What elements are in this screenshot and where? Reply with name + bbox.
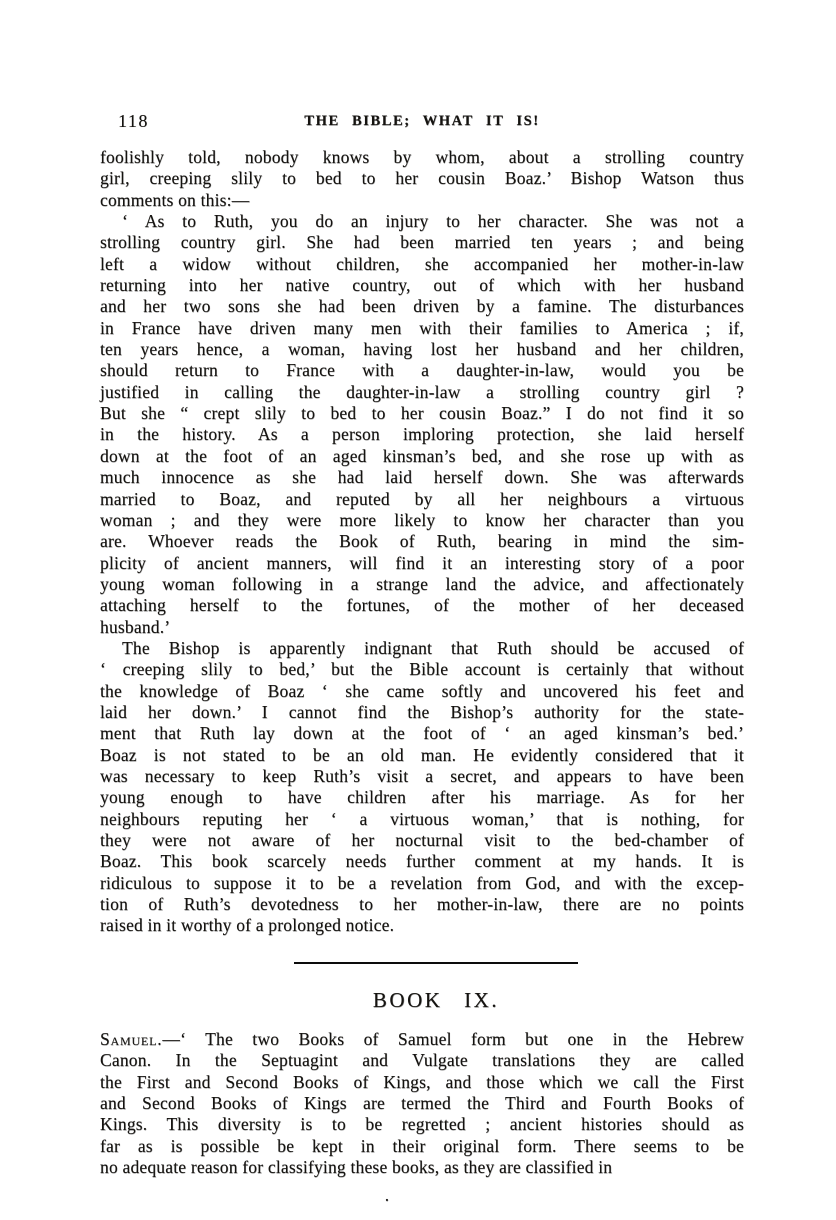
text-line: raised in it worthy of a prolonged notice.	[100, 915, 395, 936]
text-line: ment that Ruth lay down at the foot of ‘ an aged kinsman’s bed.’	[100, 723, 744, 744]
text-line: husband.’	[100, 616, 171, 637]
text-line: girl, creeping slily to bed to her cousin Boaz.’ Bishop Watson thus	[100, 168, 744, 189]
text-line: the knowledge of Boaz ‘ she came softly and uncovered his feet and	[100, 680, 744, 701]
text-line: and Second Books of Kings are termed the Third and Fourth Books of	[100, 1093, 744, 1114]
center-dot: .	[384, 1185, 390, 1206]
text-line: neighbours reputing her ‘ a virtuous woman,’ that is nothing, for	[100, 808, 744, 829]
text-line: far as is possible be kept in their original form. There seems to be	[100, 1135, 744, 1156]
text-line: no adequate reason for classifying these books, as they are classified in	[100, 1157, 613, 1178]
text-line: are. Whoever reads the Book of Ruth, bearing in mind the sim-	[100, 531, 744, 552]
text-line: ten years hence, a woman, having lost her husband and her children,	[100, 339, 744, 360]
text-line: tion of Ruth’s devotedness to her mother-in-law, there are no points	[100, 894, 744, 915]
text-line: justified in calling the daughter-in-law a strolling country girl ?	[100, 381, 744, 402]
text-line: down at the foot of an aged kinsman’s bed, and she rose up with as	[100, 445, 744, 466]
text-line: was necessary to keep Ruth’s visit a secret, and appears to have been	[100, 765, 744, 786]
text-line: Kings. This diversity is to be regretted ; ancient histories should as	[100, 1114, 744, 1135]
page-number: 118	[118, 111, 149, 131]
text-line: laid her down.’ I cannot find the Bishop’s authority for the state-	[100, 701, 744, 722]
text-line: they were not aware of her nocturnal visit to the bed-chamber of	[100, 830, 744, 850]
paragraph	[100, 147, 744, 211]
text-line: should return to France with a daughter-in-law, would you be	[100, 360, 744, 381]
text-line: returning into her native country, out of which with her husband	[100, 275, 744, 296]
text-line: But she “ crept slily to bed to her cousin Boaz.” I do not find it so	[100, 403, 744, 424]
section-heading: BOOK IX.	[372, 987, 500, 1012]
paragraph	[100, 1029, 744, 1178]
text-line: left a widow without children, she accompanied her mother-in-law	[100, 253, 744, 274]
text-line: the First and Second Books of Kings, and those which we call the First	[100, 1071, 744, 1092]
smallcaps-lead: Samuel.	[100, 1029, 163, 1050]
paragraph	[100, 638, 744, 937]
text-line: much innocence as she had laid herself down. She was afterwards	[100, 467, 744, 488]
text-line: young woman following in a strange land the advice, and affectionately	[100, 573, 744, 594]
page-header	[100, 111, 744, 135]
text-line: in France have driven many men with their families to America ; if,	[100, 317, 744, 338]
text-line: Boaz. This book scarcely needs further comment at my hands. It is	[100, 851, 744, 872]
text-line: Canon. In the Septuagint and Vulgate translations they are called	[100, 1050, 744, 1071]
text-line: and her two sons she had been driven by a famine. The disturbances	[100, 296, 744, 317]
text-line: comments on this:—	[100, 189, 250, 210]
text-line: attaching herself to the fortunes, of the mother of her deceased	[100, 595, 744, 616]
text-line: ‘ creeping slily to bed,’ but the Bible account is certainly that without	[100, 659, 744, 680]
page-body	[100, 147, 744, 1207]
text-line: young enough to have children after his marriage. As for her	[100, 787, 744, 808]
text-line: foolishly told, nobody knows by whom, about a strolling country	[100, 147, 744, 167]
running-title: THE BIBLE; WHAT IT IS!	[304, 113, 540, 129]
text-line: The Bishop is apparently indignant that Ruth should be accused of	[122, 637, 744, 658]
text-line: in the history. As a person imploring protection, she laid herself	[100, 424, 744, 445]
text-line: Samuel.—‘ The two Books of Samuel form but one in the Hebrew	[100, 1029, 744, 1050]
text-line: married to Boaz, and reputed by all her neighbours a virtuous	[100, 488, 744, 509]
text-line: plicity of ancient manners, will find it an interesting story of a poor	[100, 552, 744, 573]
text-line: strolling country girl. She had been married ten years ; and being	[100, 232, 744, 253]
paragraph	[100, 211, 744, 638]
text-line: ‘ As to Ruth, you do an injury to her character. She was not a	[122, 211, 744, 232]
section-divider	[294, 962, 578, 964]
text-line: ridiculous to suppose it to be a revelation from God, and with the excep-	[100, 872, 744, 893]
text-line: Boaz is not stated to be an old man. He evidently considered that it	[100, 744, 744, 765]
text-line: woman ; and they were more likely to know her character than you	[100, 509, 744, 530]
